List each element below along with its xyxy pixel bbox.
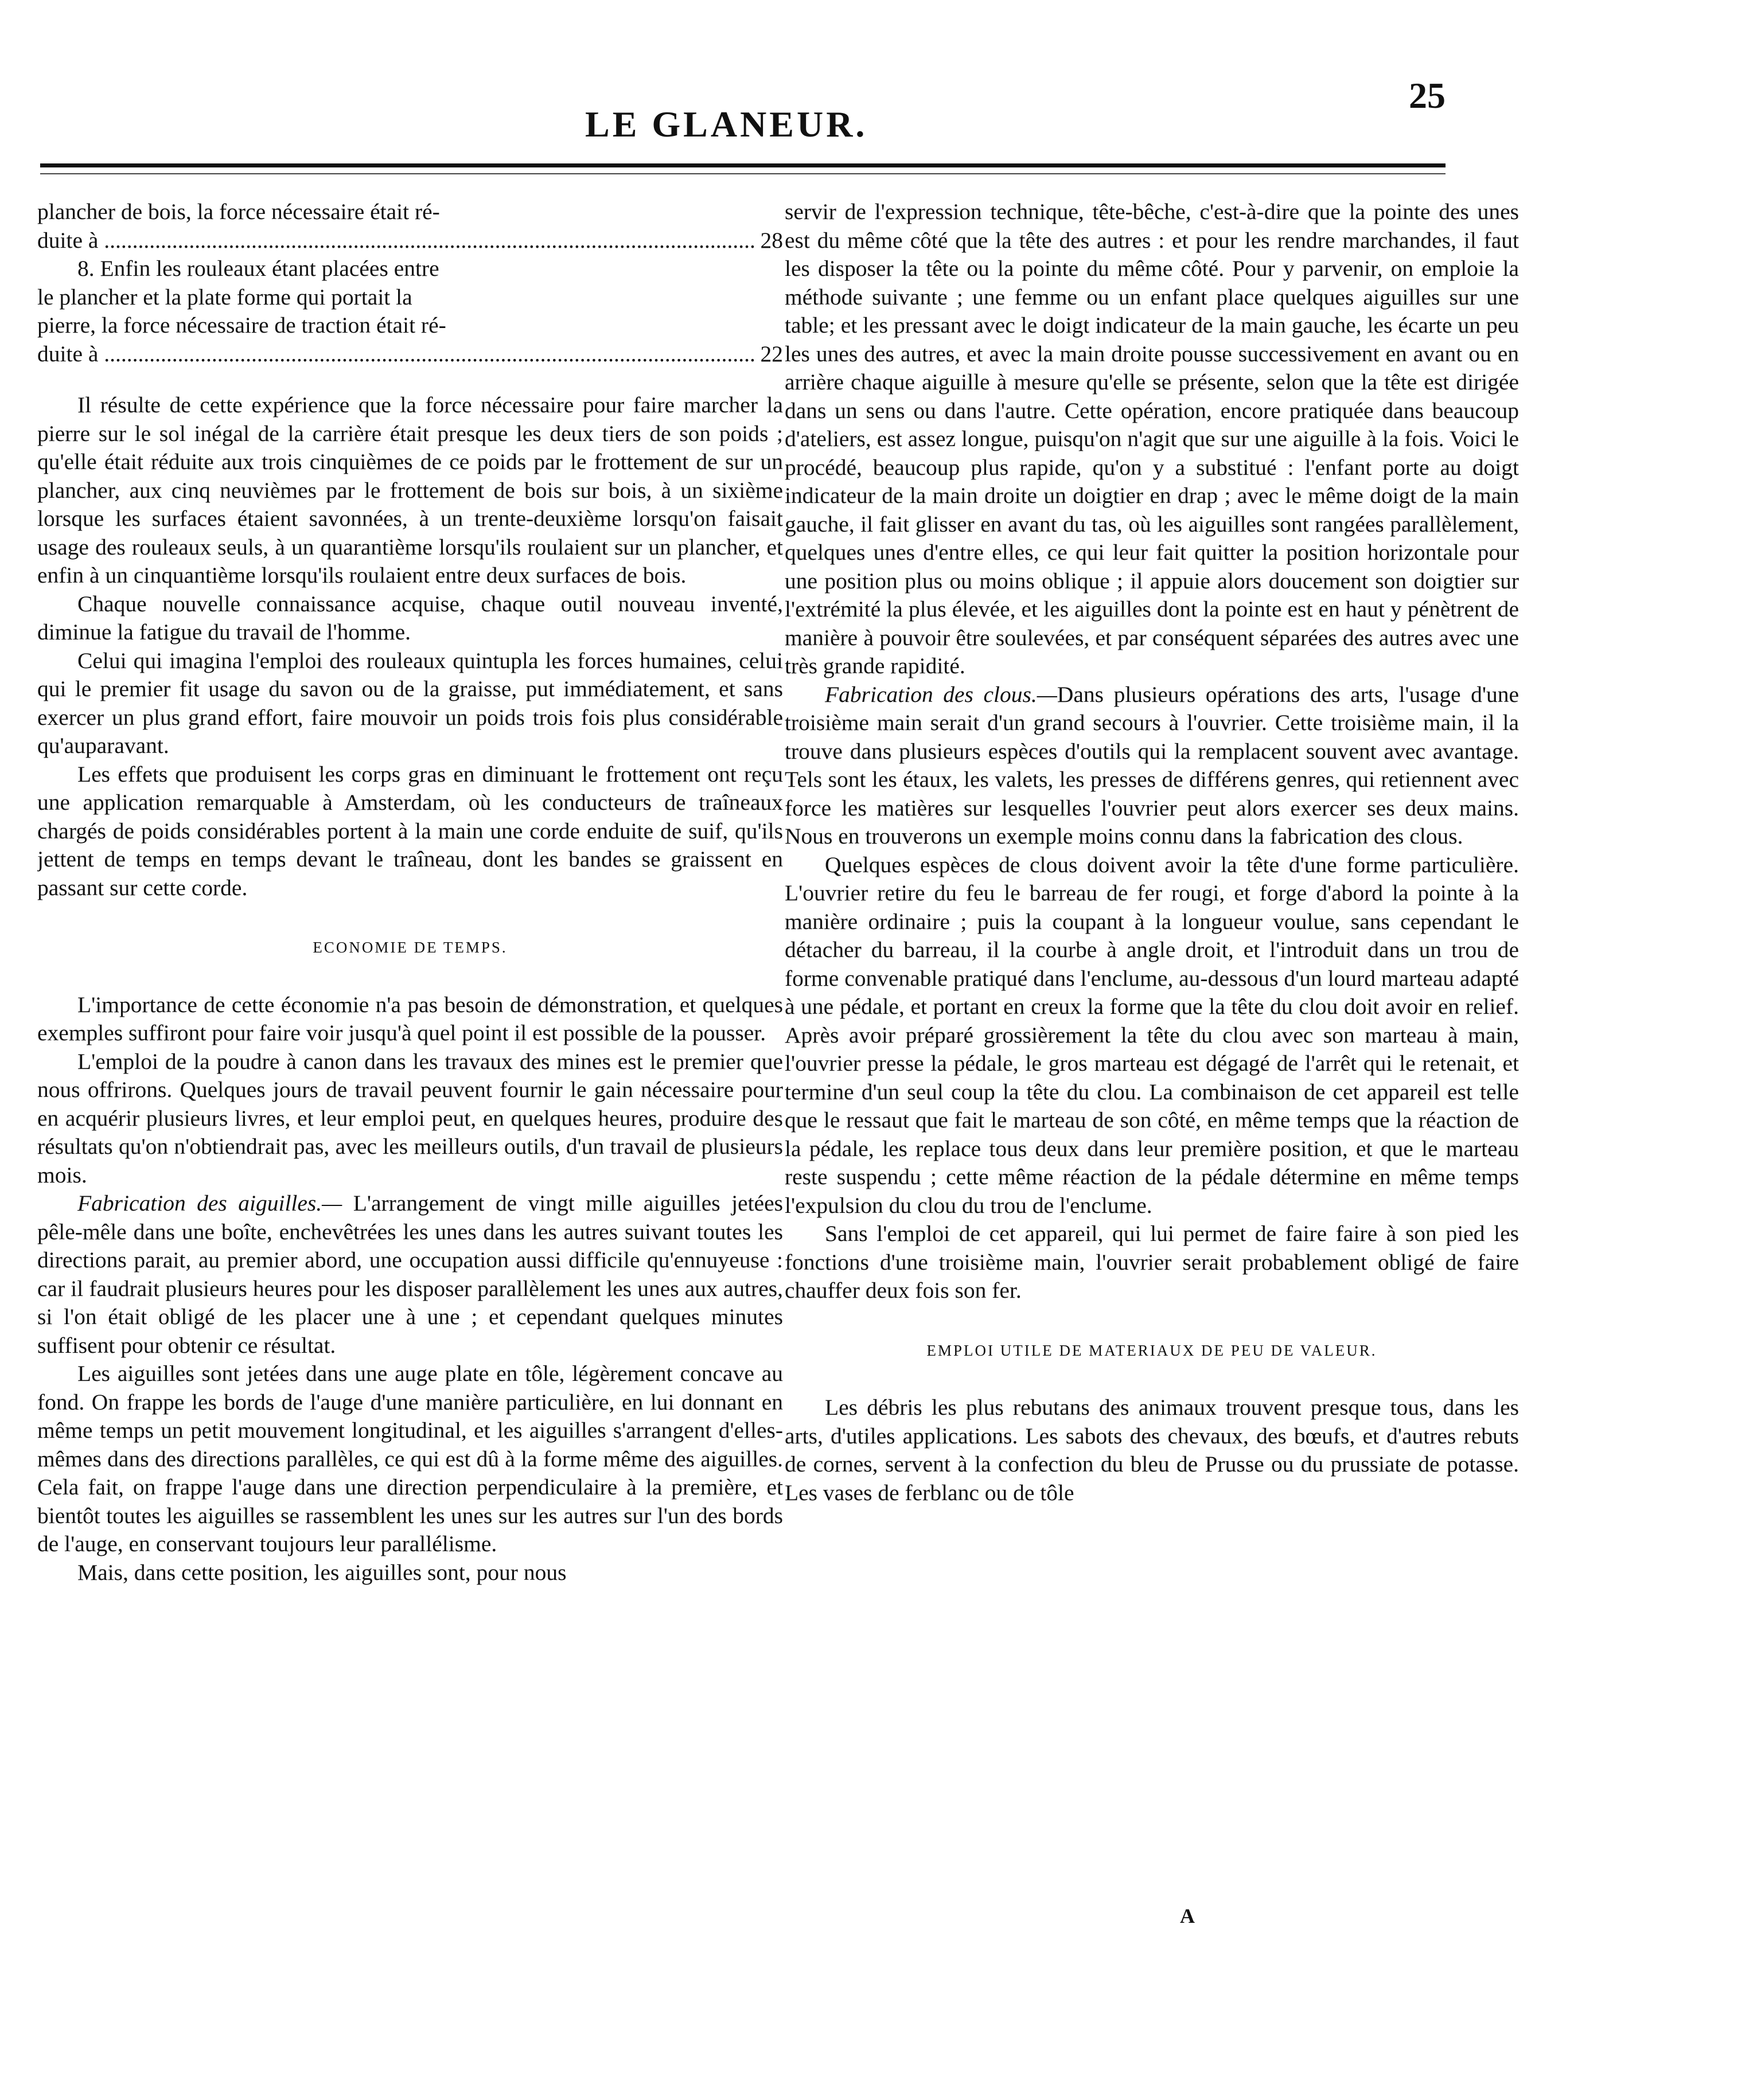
paragraph-text: Dans plusieurs opérations des arts, l'usage d'une troisième main serait d'un grand secours à l'ouvrier. Cette troisième main, il la trouve dans plusieurs espèces d'outils qui la remplacent souvent avec avantage. Tels sont les étaux, les valets, les presses de différens genres, qui retiennent avec force les matières sur lesquelles l'ouvrier peut alors exercer ses deux mains. Nous en trouverons un exemple moins connu dans la fabrication des clous. — [785, 681, 1519, 849]
paragraph: Il résulte de cette expérience que la force nécessaire pour faire marcher la pierre sur le sol inégal de la carrière était presque les deux tiers de son poids ; qu'elle était réduite aux trois cinquièmes de ce poids par le frottement de sur un plancher, aux cinq neuvièmes par le frottement de bois sur bois, à un sixième lorsque les surfaces étaient savonnées, à un trente-deuxième lorsqu'on faisait usage des rouleaux seuls, à un quarantième lorsqu'ils roulaient sur un plancher, et enfin à un cinquantième lorsqu'ils roulaient entre deux surfaces de bois. — [37, 392, 783, 588]
table-row-text: duite à ..... — [37, 340, 755, 369]
subheading: Fabrication des clous.— — [825, 681, 1057, 707]
table-row-text: pierre, la force nécessaire de traction était ré- — [37, 313, 446, 338]
table-row — [37, 198, 783, 227]
page-title: LE GLANEUR. — [585, 104, 868, 145]
table-row — [37, 255, 783, 283]
table-row — [37, 340, 783, 369]
page-header — [34, 75, 1446, 189]
section-title: ECONOMIE DE TEMPS. — [313, 939, 508, 956]
paragraph: Quelques espèces de clous doivent avoir la tête d'une forme particulière. L'ouvrier retire du feu le barreau de fer rougi, et forge d'abord la pointe à la manière ordinaire ; puis la coupant à la longueur voulue, sans cependant le détacher du barreau, il la courbe à angle droit, et l'introduit dans un trou de forme convenable pratiqué dans l'enclume, au-dessous d'un lourd marteau adapté à une pédale, et portant en creux la forme que la tête du clou doit avoir en relief. Après avoir préparé grossièrement la tête du clou avec son marteau à main, l'ouvrier presse la pédale, le gros marteau est dégagé de l'arrêt qui le retenait, et termine d'un seul coup la tête du clou. La combinaison de cet appareil est telle que le ressaut que fait le marteau de son côté, en même temps que la réaction de la pédale, les replace tous deux dans leur première position, et que le marteau reste suspendu ; cette même réaction de la pédale détermine en même temps l'expulsion du clou du trou de l'enclume. — [785, 852, 1519, 1218]
signature-mark: A — [1180, 1904, 1195, 1927]
right-column — [785, 198, 1519, 1998]
section-title: EMPLOI UTILE DE MATERIAUX DE PEU DE VALEUR. — [926, 1341, 1377, 1359]
table-row-text: duite à ..... — [37, 227, 755, 255]
table-row — [37, 227, 783, 255]
paragraph: Mais, dans cette position, les aiguilles sont, pour nous — [77, 1559, 567, 1585]
paragraph: servir de l'expression technique, tête-bêche, c'est-à-dire que la pointe des unes est du même côté que la tête des autres : et pour les rendre marchandes, il faut les disposer la tête ou la pointe du même côté. Pour y parvenir, on emploie la méthode suivante ; une femme ou un enfant place quelques aiguilles sur une table; et les pressant avec le doigt indicateur de la main gauche, les écarte un peu les unes des autres, et avec la main droite pousse successivement en avant ou en arrière chaque aiguille à mesure qu'elle se présente, selon que la tête est dirigée dans un sens ou dans l'autre. Cette opération, encore pratiquée dans beaucoup d'ateliers, est assez longue, puisqu'on n'agit que sur une aiguille à la fois. Voici le procédé, beaucoup plus rapide, qu'on y a substitué : l'enfant porte au doigt indicateur de la main droite un doigtier en drap ; avec le même doigt de la main gauche, il fait glisser en avant du tas, où les aiguilles sont rangées parallèlement, quelques unes d'entre elles, ce qui leur fait quitter la position horizontale pour une position plus ou moins oblique ; il appuie alors doucement son doigtier sur l'extrémité la plus élevée, et les aiguilles dont la pointe est en haut y pénètrent de manière à pouvoir être soulevées, et par conséquent séparées des autres avec une très grande rapidité. — [785, 199, 1519, 678]
paragraph: Sans l'emploi de cet appareil, qui lui permet de faire faire à son pied les fonctions d'une troisième main, l'ouvrier serait probablement obligé de faire chauffer deux fois son fer. — [785, 1221, 1519, 1303]
table-row-value: 22 — [760, 341, 783, 366]
paragraph: Les effets que produisent les corps gras en diminuant le frottement ont reçu une application remarquable à Amsterdam, où les conducteurs de traîneaux chargés de poids considérables portent à la main une corde enduite de suif, qu'ils jettent de temps en temps devant le traîneau, dont les bandes se graissent en passant sur cette corde. — [37, 761, 783, 900]
paragraph — [785, 681, 1519, 851]
table-row — [37, 311, 783, 340]
paragraph: L'importance de cette économie n'a pas besoin de démonstration, et quelques exemples suffiront pour faire voir jusqu'à quel point il est possible de la pousser. — [37, 992, 783, 1045]
table-row-text: 8. Enfin les rouleaux étant placées entre — [77, 256, 439, 281]
table-row-value: 28 — [760, 227, 783, 253]
table-row — [37, 283, 783, 312]
left-column — [37, 198, 783, 1998]
paragraph: L'emploi de la poudre à canon dans les travaux des mines est le premier que nous offrirons. Quelques jours de travail peuvent fournir le gain nécessaire pour en acquérir plusieurs livres, et leur emploi peut, en quelques heures, produire des résultats qu'on n'obtiendrait pas, avec les meilleurs outils, d'un travail de plusieurs mois. — [37, 1048, 783, 1188]
table-row-text: le plancher et la plate forme qui portait la — [37, 284, 412, 310]
paragraph: Chaque nouvelle connaissance acquise, chaque outil nouveau inventé, diminue la fatigue du travail de l'homme. — [37, 591, 783, 645]
page-number: 25 — [1409, 75, 1446, 116]
subheading: Fabrication des aiguilles.— — [77, 1190, 342, 1216]
table-row-text: plancher de bois, la force nécessaire était ré- — [37, 199, 440, 224]
paragraph-text: L'arrangement de vingt mille aiguilles jetées pêle-mêle dans une boîte, enchevêtrées les unes dans les autres suivant toutes les directions parait, au premier abord, une occupation aussi difficile qu'ennuyeuse : car il faudrait plusieurs heures pour les disposer parallèlement les unes aux autres, si l'on était obligé de les placer une à une ; et cependant quelques minutes suffisent pour obtenir ce résultat. — [37, 1190, 783, 1358]
results-table — [37, 198, 783, 368]
header-rule — [40, 163, 1446, 167]
paragraph — [37, 1189, 783, 1360]
paragraph: Les débris les plus rebutans des animaux trouvent presque tous, dans les arts, d'utiles applications. Les sabots des chevaux, des bœufs, et d'autres rebuts de cornes, servent à la confection du bleu de Prusse ou du prussiate de potasse. Les vases de ferblanc ou de tôle — [785, 1395, 1519, 1505]
paragraph: Les aiguilles sont jetées dans une auge plate en tôle, légèrement concave au fond. On frappe les bords de l'auge d'une manière particulière, en lui donnant en même temps un petit mouvement longitudinal, et les aiguilles s'arrangent d'elles-mêmes dans des directions parallèles, ce qui est dû à la forme même des aiguilles. Cela fait, on frappe l'auge dans une direction perpendiculaire à la première, et bientôt toutes les aiguilles se rassemblent les unes sur les autres sur l'un des bords de l'auge, en conservant toujours leur parallélisme. — [37, 1361, 783, 1556]
paragraph: Celui qui imagina l'emploi des rouleaux quintupla les forces humaines, celui qui le premier fit usage du savon ou de la graisse, put immédiatement, et sans exercer un plus grand effort, faire mouvoir un poids trois fois plus considérable qu'auparavant. — [37, 647, 783, 758]
header-rule-thin — [40, 173, 1446, 174]
